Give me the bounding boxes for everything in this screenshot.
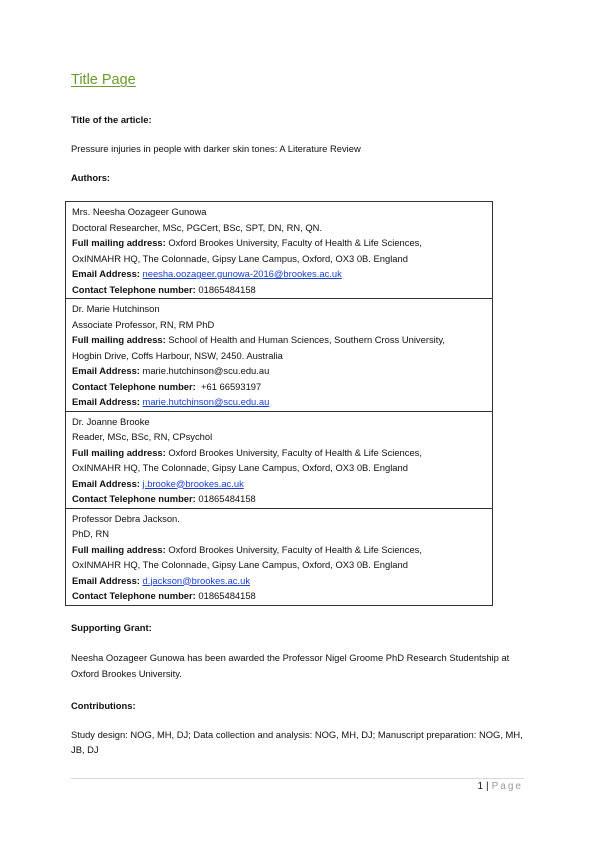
footer-separator: | <box>486 781 489 792</box>
email-link[interactable]: marie.hutchinson@scu.edu.au <box>142 396 270 407</box>
address-label: Full mailing address: <box>72 446 166 458</box>
address-continuation: OxINMAHR HQ, The Colonnade, Gipsy Lane Campus, Oxford, OX3 0B. England <box>72 252 408 264</box>
page-footer <box>477 781 523 792</box>
author-email-line <box>72 476 487 492</box>
phone-number: 01865484158 <box>198 493 256 504</box>
phone-label: Contact Telephone number: <box>72 380 196 392</box>
email-label: Email Address: <box>72 396 140 407</box>
author-credentials: Doctoral Researcher, MSc, PGCert, BSc, SPT, DN, RN, QN. <box>72 221 323 233</box>
author-credentials: PhD, RN <box>72 528 109 539</box>
author-row <box>66 508 493 605</box>
author-cell <box>66 299 493 412</box>
email-label: Email Address: <box>72 365 140 376</box>
author-name: Dr. Marie Hutchinson <box>72 303 160 314</box>
address-text: Oxford Brookes University, Faculty of Health & Life Sciences, <box>168 543 422 555</box>
contributions-text: Study design: NOG, MH, DJ; Data collection and analysis: NOG, MH, DJ; Manuscript preparation: NOG, MH, JB, DJ <box>71 729 523 755</box>
author-email-line <box>72 363 487 379</box>
author-phone-line <box>72 282 487 298</box>
email-link[interactable]: d.jackson@brookes.ac.uk <box>142 574 251 586</box>
email-link[interactable]: j.brooke@brookes.ac.uk <box>142 477 244 489</box>
author-row <box>66 202 493 299</box>
address-label: Full mailing address: <box>72 237 166 248</box>
author-cell <box>66 202 493 299</box>
grant-label: Supporting Grant: <box>71 622 152 633</box>
email-label: Email Address: <box>72 574 140 586</box>
author-address-line <box>72 542 487 558</box>
author-cell <box>66 508 493 605</box>
author-address-line <box>72 445 487 461</box>
article-title-text: Pressure injuries in people with darker skin tones: A Literature Review <box>71 143 361 154</box>
author-row <box>66 299 493 412</box>
author-credentials: Associate Professor, RN, RM PhD <box>72 318 215 330</box>
phone-number: 01865484158 <box>198 283 256 295</box>
author-credentials: Reader, MSc, BSc, RN, CPsychol <box>72 431 213 442</box>
grant-text: Neesha Oozageer Gunowa has been awarded the Professor Nigel Groome PhD Research Studentship at Oxford Brookes University. <box>71 652 510 679</box>
author-name: Dr. Joanne Brooke <box>72 415 150 427</box>
phone-number: +61 66593197 <box>198 380 262 392</box>
author-email-line-2 <box>72 394 487 410</box>
author-phone-line <box>72 379 487 395</box>
address-text: School of Health and Human Sciences, Southern Cross University, <box>168 334 445 345</box>
address-text: Oxford Brookes University, Faculty of Health & Life Sciences, <box>168 237 422 248</box>
email-link[interactable]: neesha.oozageer.gunowa-2016@brookes.ac.uk <box>142 268 342 279</box>
author-address-line <box>72 332 487 348</box>
phone-label: Contact Telephone number: <box>72 590 196 601</box>
author-email-line <box>72 266 487 282</box>
author-phone-line <box>72 491 487 507</box>
contributions-label: Contributions: <box>71 700 136 711</box>
phone-label: Contact Telephone number: <box>72 493 196 504</box>
page-title: Title Page <box>71 72 136 88</box>
email-label: Email Address: <box>72 268 140 279</box>
address-text: Oxford Brookes University, Faculty of Health & Life Sciences, <box>168 446 422 458</box>
author-phone-line <box>72 588 487 604</box>
address-continuation: OxINMAHR HQ, The Colonnade, Gipsy Lane Campus, Oxford, OX3 0B. England <box>72 462 408 473</box>
author-address-line <box>72 235 487 251</box>
article-title-label: Title of the article: <box>71 114 152 125</box>
address-label: Full mailing address: <box>72 334 166 345</box>
authors-table <box>65 201 493 606</box>
page-number: 1 <box>477 781 484 792</box>
address-label: Full mailing address: <box>72 543 166 555</box>
email-label: Email Address: <box>72 477 140 489</box>
author-email-line <box>72 573 487 589</box>
author-name: Professor Debra Jackson. <box>72 512 180 524</box>
phone-label: Contact Telephone number: <box>72 283 196 295</box>
authors-label: Authors: <box>71 172 111 183</box>
email-text: marie.hutchinson@scu.edu.au <box>142 365 270 376</box>
page-word: Page <box>491 781 523 792</box>
address-continuation: Hogbin Drive, Coffs Harbour, NSW, 2450. Australia <box>72 349 283 361</box>
author-name: Mrs. Neesha Oozageer Gunowa <box>72 206 207 217</box>
phone-number: 01865484158 <box>198 590 256 601</box>
address-continuation: OxINMAHR HQ, The Colonnade, Gipsy Lane Campus, Oxford, OX3 0B. England <box>72 559 408 570</box>
author-cell <box>66 411 493 508</box>
author-row <box>66 411 493 508</box>
footer-divider <box>71 778 524 779</box>
